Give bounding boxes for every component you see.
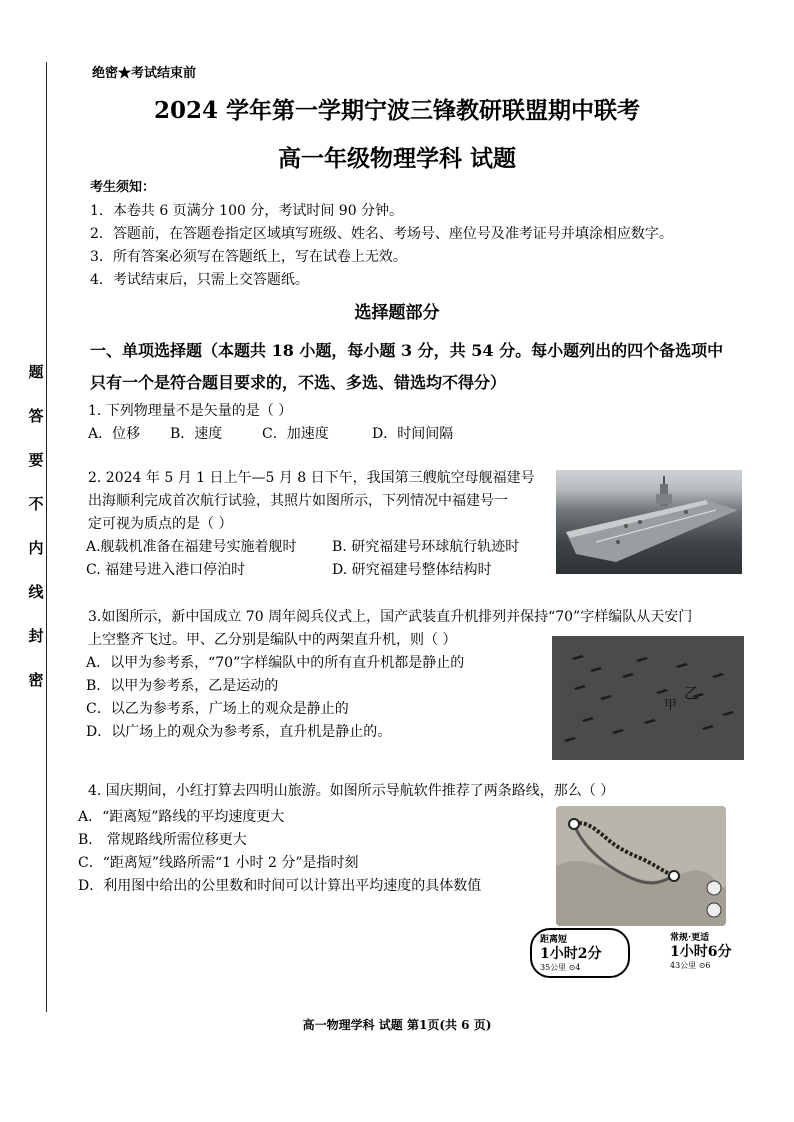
seal-char: 要 bbox=[28, 451, 44, 469]
layers-icon bbox=[707, 903, 721, 917]
helicopter-icons bbox=[564, 655, 734, 742]
binding-line bbox=[46, 62, 47, 1012]
exam-subtitle: 高一年级物理学科 试题 bbox=[277, 145, 516, 172]
notice-item: 2．答题前，在答题卷指定区域填写班级、姓名、考场号、座位号及准考证号并填涂相应数字。 bbox=[90, 226, 673, 242]
seal-vertical-text bbox=[26, 362, 46, 714]
notice-item: 1．本卷共 6 页满分 100 分，考试时间 90 分钟。 bbox=[90, 203, 404, 219]
seal-char: 内 bbox=[28, 539, 44, 557]
question-3-option-b: B．以甲为参考系，乙是运动的 bbox=[86, 678, 279, 694]
page-footer: 高一物理学科 试题 第1页(共 6 页) bbox=[302, 1018, 492, 1032]
question-1-stem: 1. 下列物理量不是矢量的是（ ） bbox=[88, 403, 293, 419]
question-3-option-a: A．以甲为参考系，“70”字样编队中的所有直升机都是静止的 bbox=[86, 655, 465, 671]
seal-char: 题 bbox=[28, 363, 44, 381]
route-tag: 常规·更适 bbox=[670, 933, 710, 943]
seal-char: 不 bbox=[28, 495, 44, 513]
question-3-option-d: D．以广场上的观众为参考系，直升机是静止的。 bbox=[86, 724, 392, 740]
route-info: 43公里 ⊙6 bbox=[670, 961, 711, 970]
section-title: 选择题部分 bbox=[354, 303, 440, 323]
route-card-short[interactable] bbox=[530, 928, 630, 978]
helicopter-formation-photo bbox=[552, 636, 744, 760]
question-4-option-a: A．“距离短”路线的平均速度更大 bbox=[78, 809, 285, 825]
question-4-stem: 4. 国庆期间，小红打算去四明山旅游。如图所示导航软件推荐了两条路线，那么（ ） bbox=[88, 783, 615, 799]
question-1-option-d: D．时间间隔 bbox=[372, 426, 454, 442]
notice-item: 3．所有答案必须写在答题纸上，写在试卷上无效。 bbox=[90, 249, 407, 265]
question-3-stem-line: 上空整齐飞过。甲、乙分别是编队中的两架直升机，则（ ） bbox=[88, 632, 457, 648]
seal-char: 封 bbox=[28, 627, 44, 645]
question-2-option-c: C. 福建号进入港口停泊时 bbox=[86, 562, 246, 578]
route-card-regular[interactable] bbox=[668, 928, 758, 974]
route-time: 1小时6分 bbox=[670, 944, 732, 960]
part-instructions-line2: 只有一个是符合题目要求的，不选、多选、错选均不得分） bbox=[90, 373, 507, 392]
start-point-icon bbox=[569, 819, 579, 829]
locate-icon bbox=[707, 881, 721, 895]
route-tag: 距离短 bbox=[540, 935, 568, 945]
seal-char: 答 bbox=[28, 407, 44, 425]
figure-label-yi: 乙 bbox=[684, 684, 700, 702]
notice-item: 4．考试结束后，只需上交答题纸。 bbox=[90, 272, 309, 288]
question-4-option-d: D．利用图中给出的公里数和时间可以计算出平均速度的具体数值 bbox=[78, 878, 482, 894]
question-2-option-b: B. 研究福建号环球航行轨迹时 bbox=[332, 539, 520, 555]
question-2-stem-line: 2. 2024 年 5 月 1 日上午—5 月 8 日下午，我国第三艘航空母舰福建号 bbox=[88, 470, 535, 486]
question-1-option-a: A．位移 bbox=[88, 426, 141, 442]
question-2-option-a: A.舰载机准备在福建号实施着舰时 bbox=[86, 539, 297, 555]
exam-title: 2024 学年第一学期宁波三锋教研联盟期中联考 bbox=[153, 97, 641, 124]
question-4-option-b: B． 常规路线所需位移更大 bbox=[78, 832, 247, 848]
question-3-stem-line: 3.如图所示，新中国成立 70 周年阅兵仪式上，国产武装直升机排列并保持“70”字样编队从天安门 bbox=[88, 609, 693, 625]
question-2-stem-line: 定可视为质点的是（ ） bbox=[88, 516, 233, 532]
question-1-option-c: C．加速度 bbox=[262, 426, 329, 442]
figure-label-jia: 甲 bbox=[664, 698, 678, 713]
question-2-option-d: D. 研究福建号整体结构时 bbox=[332, 562, 492, 578]
question-3-option-c: C．以乙为参考系，广场上的观众是静止的 bbox=[86, 701, 349, 717]
seal-char: 线 bbox=[28, 583, 44, 601]
confidential-mark: 绝密★考试结束前 bbox=[92, 66, 197, 81]
question-1-option-b: B．速度 bbox=[170, 426, 223, 442]
question-4-option-c: C．“距离短”线路所需“1 小时 2 分”是指时刻 bbox=[78, 855, 359, 871]
question-2-stem-line: 出海顺利完成首次航行试验，其照片如图所示，下列情况中福建号一 bbox=[88, 493, 508, 509]
seal-char: 密 bbox=[28, 671, 44, 689]
end-point-icon bbox=[669, 871, 679, 881]
route-info: 35公里 ⊙4 bbox=[540, 963, 581, 972]
route-time: 1小时2分 bbox=[540, 946, 602, 962]
navigation-map-screenshot bbox=[556, 806, 726, 926]
notice-heading: 考生须知： bbox=[90, 180, 156, 195]
aircraft-carrier-photo bbox=[556, 470, 742, 574]
part-instructions-line1: 一、单项选择题（本题共 18 小题，每小题 3 分，共 54 分。每小题列出的四个备选项中 bbox=[90, 341, 724, 360]
